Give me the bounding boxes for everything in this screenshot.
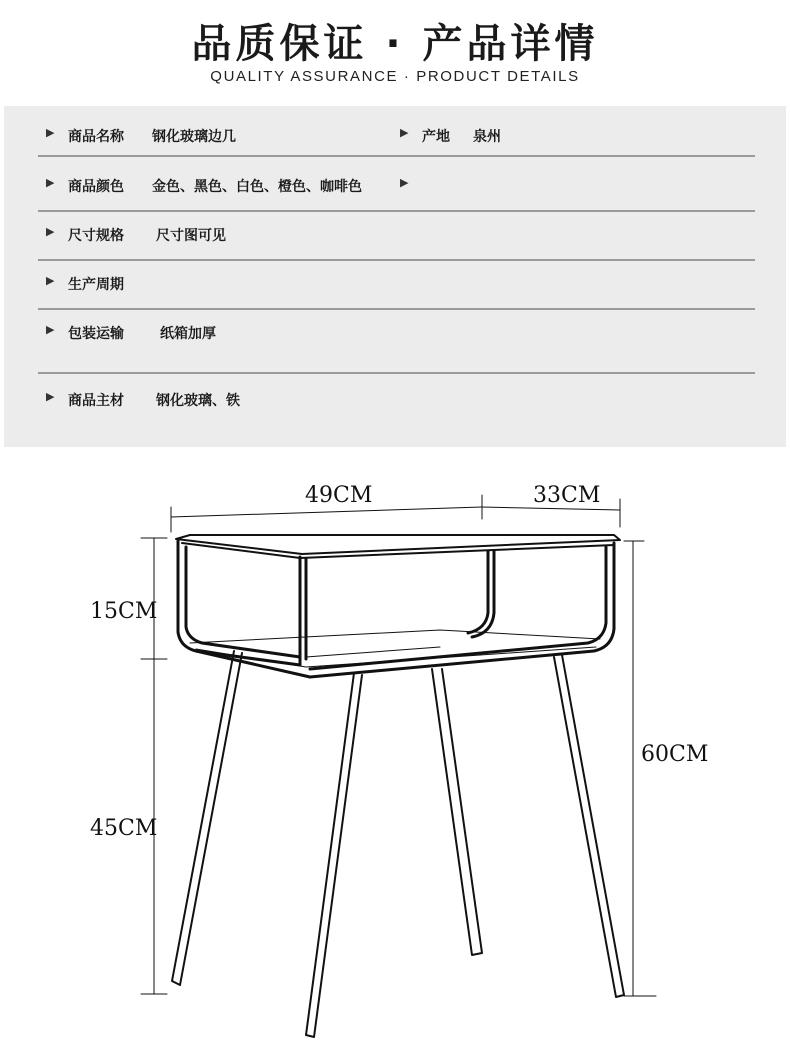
spec-value: 金色、黑色、白色、橙色、咖啡色 (152, 179, 362, 195)
arrow-right-icon: ▶ (46, 323, 55, 336)
spec-row-material (38, 390, 754, 438)
spec-value: 钢化玻璃、铁 (156, 393, 240, 409)
table-legs (172, 651, 624, 1037)
glass-top (176, 535, 620, 558)
arrow-right-icon: ▶ (400, 126, 409, 139)
page-header (0, 0, 790, 106)
total-height-label: 60CM (641, 742, 709, 767)
row-divider (38, 308, 755, 310)
spec-value: 泉州 (473, 129, 501, 145)
spec-row-production-cycle (38, 274, 754, 322)
spec-label: 商品颜色 (68, 179, 124, 195)
spec-label: 生产周期 (68, 277, 124, 293)
arrow-right-icon: ▶ (46, 176, 55, 189)
spec-row-product-name (38, 126, 754, 174)
arrow-right-icon: ▶ (46, 225, 55, 238)
spec-panel (4, 106, 786, 447)
spec-label: 包装运输 (68, 326, 124, 342)
height-dimension-line-right (624, 541, 656, 996)
spec-row-colors (38, 176, 754, 224)
row-divider (38, 259, 755, 261)
leg-height-label: 45CM (90, 816, 158, 841)
spec-row-packaging (38, 323, 754, 371)
depth-label: 33CM (533, 483, 601, 508)
row-divider (38, 155, 755, 157)
arrow-right-icon: ▶ (400, 176, 409, 189)
spec-label: 商品主材 (68, 393, 124, 409)
arrow-right-icon: ▶ (46, 390, 55, 403)
row-divider (38, 372, 755, 374)
row-divider (38, 210, 755, 212)
page-subtitle: QUALITY ASSURANCE · PRODUCT DETAILS (210, 68, 580, 85)
spec-label: 尺寸规格 (68, 228, 124, 244)
width-label: 49CM (305, 483, 373, 508)
spec-value: 钢化玻璃边几 (152, 129, 236, 145)
shelf-height-label: 15CM (90, 599, 158, 624)
spec-value: 纸箱加厚 (160, 326, 216, 342)
page-title: 品质保证 · 产品详情 (191, 21, 599, 67)
arrow-right-icon: ▶ (46, 274, 55, 287)
spec-label: 商品名称 (68, 129, 124, 145)
arrow-right-icon: ▶ (46, 126, 55, 139)
spec-value: 尺寸图可见 (156, 228, 226, 244)
spec-label: 产地 (422, 129, 450, 145)
table-dimension-drawing (0, 447, 790, 1053)
spec-row-size (38, 225, 754, 273)
